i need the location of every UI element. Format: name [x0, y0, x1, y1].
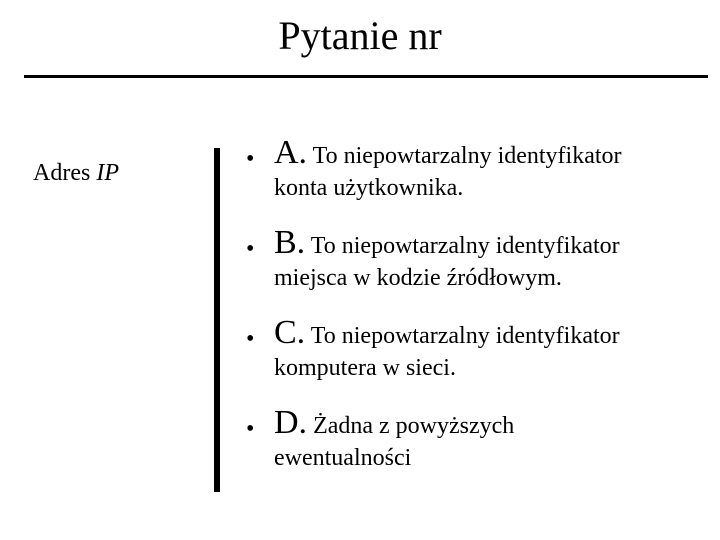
- title-underline: [24, 75, 708, 78]
- option-text: To niepowtarzalny identyfikator: [312, 143, 622, 169]
- option-letter: B.: [274, 224, 306, 261]
- bullet-icon: •: [246, 416, 255, 442]
- option-b[interactable]: [246, 223, 706, 313]
- option-a[interactable]: [246, 133, 706, 223]
- option-line1: [274, 403, 514, 446]
- option-letter: A.: [274, 134, 308, 171]
- option-text: Żadna z powyższych: [313, 413, 515, 439]
- option-letter: C.: [274, 314, 306, 351]
- option-line1: [274, 223, 620, 266]
- option-line1: [274, 133, 622, 176]
- option-letter: D.: [274, 404, 308, 441]
- option-line2: miejsca w kodzie źródłowym.: [274, 265, 562, 291]
- vertical-divider: [214, 148, 220, 492]
- option-d[interactable]: [246, 403, 706, 493]
- bullet-icon: •: [246, 146, 255, 172]
- option-line1: [274, 313, 620, 356]
- bullet-icon: •: [246, 236, 255, 262]
- option-text: To niepowtarzalny identyfikator: [310, 233, 620, 259]
- answer-options: [246, 133, 706, 493]
- option-c[interactable]: [246, 313, 706, 403]
- term-text: Adres: [33, 160, 91, 186]
- bullet-icon: •: [246, 326, 255, 352]
- option-line2: ewentualności: [274, 445, 412, 471]
- term-italic: IP: [96, 160, 119, 186]
- question-term: [33, 157, 119, 189]
- slide-title: Pytanie nr: [278, 13, 442, 58]
- option-line2: konta użytkownika.: [274, 175, 464, 201]
- option-text: To niepowtarzalny identyfikator: [310, 323, 620, 349]
- option-line2: komputera w sieci.: [274, 355, 456, 381]
